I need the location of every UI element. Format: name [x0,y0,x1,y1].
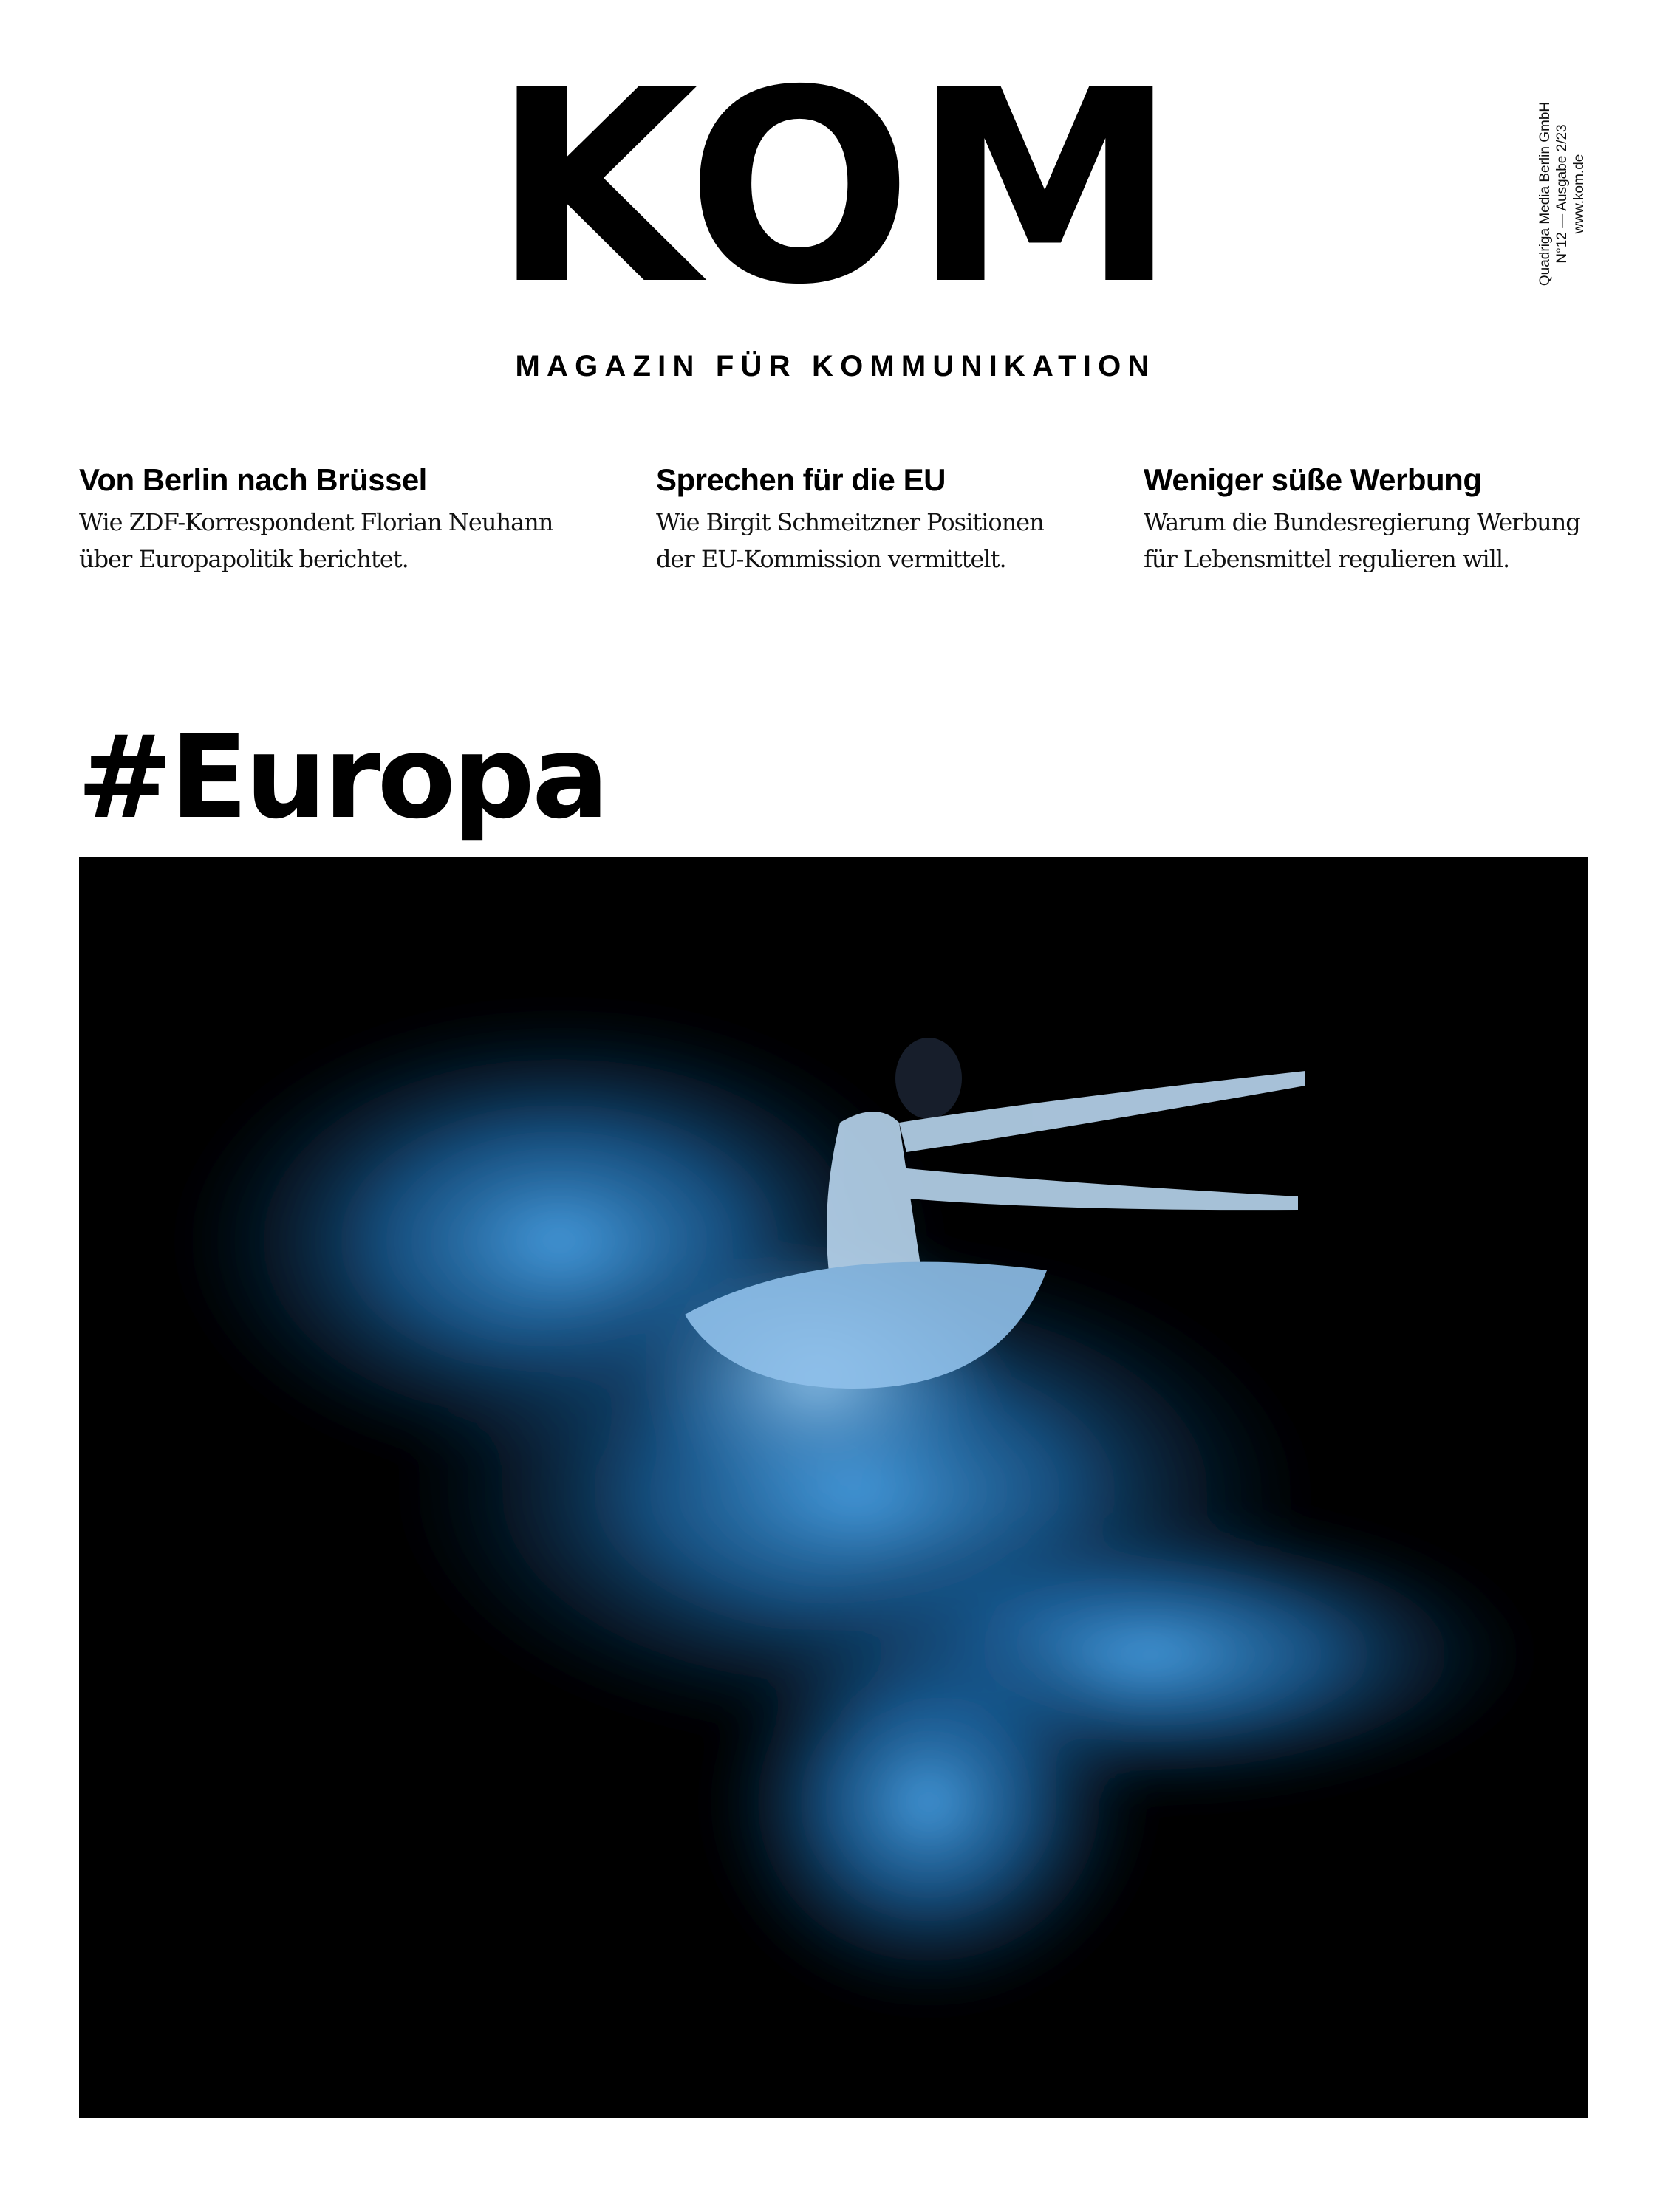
teaser-3 [1144,459,1646,578]
imprint-publisher: Quadriga Media Berlin GmbH [1537,101,1553,287]
magazine-tagline: MAGAZIN FÜR KOMMUNIKATION [515,350,1156,383]
teaser-text: der EU-Kommission vermittelt. [656,545,1006,573]
teaser-title: Von Berlin nach Brüssel [79,462,427,497]
teaser-1 [79,459,626,578]
dancer-illustration [79,857,1588,2118]
cover-topic: #Europa [77,710,607,844]
imprint [1537,85,1596,303]
teaser-text: für Lebensmittel regulieren will. [1144,545,1510,573]
magazine-logo: KOM [492,33,1178,343]
teaser-text: Wie Birgit Schmeitzner Positionen [656,508,1044,536]
imprint-issue: N°12 — Ausgabe 2/23 [1554,124,1570,264]
cover-photo-dancer [79,857,1588,2118]
teaser-text: Warum die Bundesregierung Werbung [1144,508,1580,536]
imprint-website: www.kom.de [1571,154,1587,234]
teaser-title: Weniger süße Werbung [1144,462,1482,497]
teaser-2 [656,459,1114,578]
teaser-text: über Europapolitik berichtet. [79,545,409,573]
teaser-title: Sprechen für die EU [656,462,946,497]
teaser-text: Wie ZDF-Korrespondent Florian Neuhann [79,508,553,536]
